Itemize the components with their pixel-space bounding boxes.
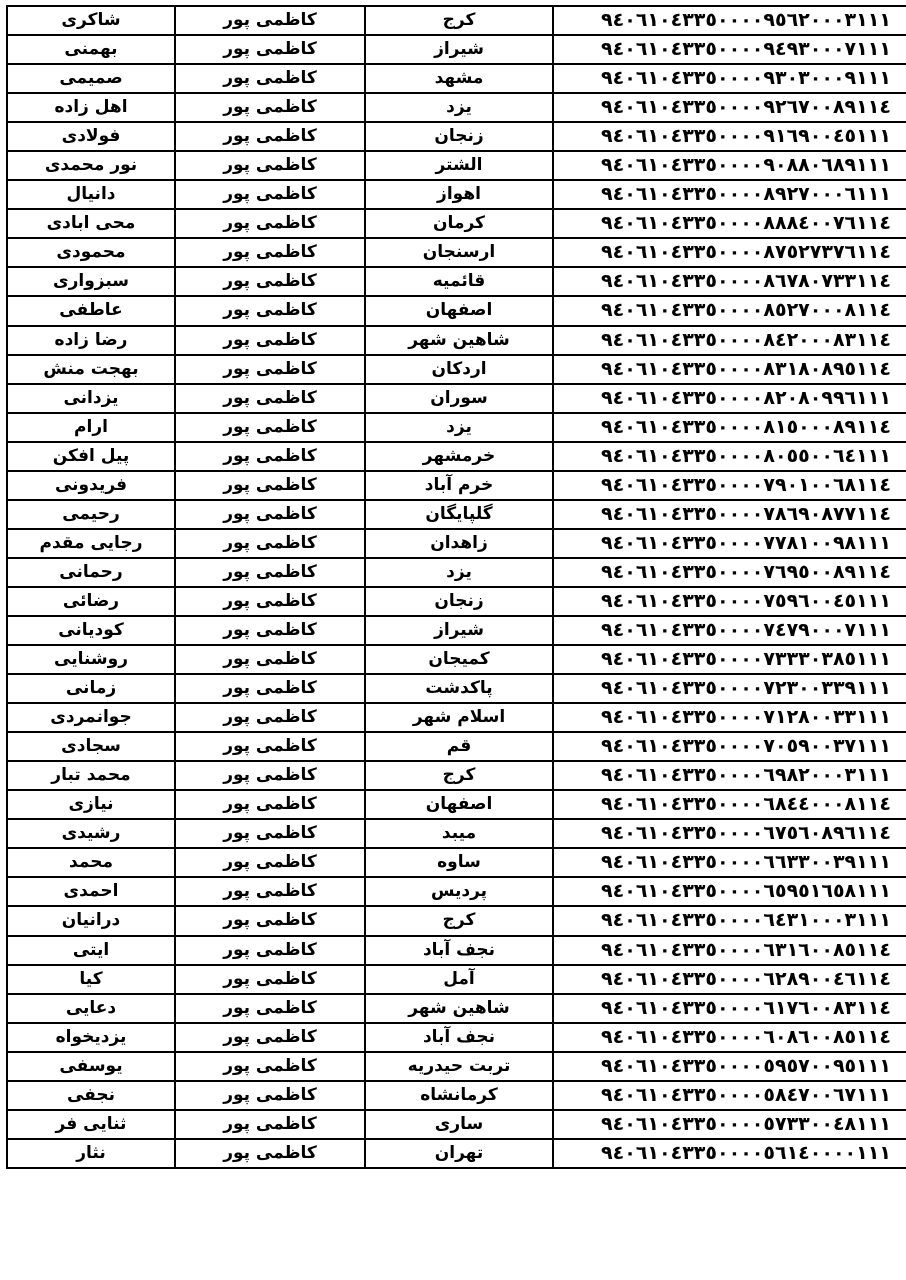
table-row <box>7 500 906 529</box>
agent-name-cell: کاظمی پور <box>175 35 365 64</box>
last-name-cell: یوسفی <box>7 1052 175 1081</box>
tracking-code-cell: ۹٤٠٦١٠٤٣٣٥٠٠٠٠٦٤٣١٠٠٠٣١١١ <box>553 906 906 935</box>
table-row <box>7 1023 906 1052</box>
agent-name-cell: کاظمی پور <box>175 616 365 645</box>
tracking-code-cell: ۹٤٠٦١٠٤٣٣٥٠٠٠٠۹٢٦٧٠٠٨۹١١٤ <box>553 93 906 122</box>
tracking-code-cell: ۹٤٠٦١٠٤٣٣٥٠٠٠٠٨٣١٨٠٨۹٥١١٤ <box>553 355 906 384</box>
table-row <box>7 587 906 616</box>
table-row <box>7 267 906 296</box>
tracking-code-cell: ۹٤٠٦١٠٤٣٣٥٠٠٠٠٦٨٤٤٠٠٠٨١١٤ <box>553 790 906 819</box>
agent-name-cell: کاظمی پور <box>175 471 365 500</box>
city-cell: کرج <box>365 761 553 790</box>
last-name-cell: ایتی <box>7 936 175 965</box>
agent-name-cell: کاظمی پور <box>175 877 365 906</box>
tracking-code-cell: ۹٤٠٦١٠٤٣٣٥٠٠٠٠٨٦٧٨٠٧٣٣١١٤ <box>553 267 906 296</box>
table-row <box>7 1110 906 1139</box>
agent-name-cell: کاظمی پور <box>175 151 365 180</box>
city-cell: خرمشهر <box>365 442 553 471</box>
last-name-cell: یزدیخواه <box>7 1023 175 1052</box>
agent-name-cell: کاظمی پور <box>175 296 365 325</box>
city-cell: سوران <box>365 384 553 413</box>
tracking-code-cell: ۹٤٠٦١٠٤٣٣٥٠٠٠٠٧٠٥۹٠٠٣٧١١١ <box>553 732 906 761</box>
tracking-code-cell: ۹٤٠٦١٠٤٣٣٥٠٠٠٠٥٦١٤٠٠٠٠١١١ <box>553 1139 906 1168</box>
agent-name-cell: کاظمی پور <box>175 122 365 151</box>
agent-name-cell: کاظمی پور <box>175 326 365 355</box>
tracking-code-cell: ۹٤٠٦١٠٤٣٣٥٠٠٠٠۹١٦۹٠٠٤٥١١١ <box>553 122 906 151</box>
city-cell: پاکدشت <box>365 674 553 703</box>
table-row <box>7 209 906 238</box>
last-name-cell: زمانی <box>7 674 175 703</box>
last-name-cell: محمودی <box>7 238 175 267</box>
city-cell: کمیجان <box>365 645 553 674</box>
tracking-code-cell: ۹٤٠٦١٠٤٣٣٥٠٠٠٠٧١٢٨٠٠٣٣١١١ <box>553 703 906 732</box>
city-cell: مشهد <box>365 64 553 93</box>
tracking-code-cell: ۹٤٠٦١٠٤٣٣٥٠٠٠٠۹٣٠٣٠٠٠۹١١١ <box>553 64 906 93</box>
tracking-code-cell: ۹٤٠٦١٠٤٣٣٥٠٠٠٠٦١٧٦٠٠٨٣١١٤ <box>553 994 906 1023</box>
city-cell: کرمانشاه <box>365 1081 553 1110</box>
tracking-code-cell: ۹٤٠٦١٠٤٣٣٥٠٠٠٠٦٧٥٦٠٨۹٦١١٤ <box>553 819 906 848</box>
city-cell: اهواز <box>365 180 553 209</box>
agent-name-cell: کاظمی پور <box>175 93 365 122</box>
table-row <box>7 384 906 413</box>
tracking-code-cell: ۹٤٠٦١٠٤٣٣٥٠٠٠٠٥٧٣٣٠٠٤٨١١١ <box>553 1110 906 1139</box>
tracking-code-cell: ۹٤٠٦١٠٤٣٣٥٠٠٠٠٧٢٣٠٠٣٣۹١١١ <box>553 674 906 703</box>
agent-name-cell: کاظمی پور <box>175 587 365 616</box>
agent-name-cell: کاظمی پور <box>175 384 365 413</box>
table-row <box>7 1052 906 1081</box>
table-row <box>7 93 906 122</box>
city-cell: الشتر <box>365 151 553 180</box>
tracking-code-cell: ۹٤٠٦١٠٤٣٣٥٠٠٠٠٨۹٢٧٠٠٠٦١١١ <box>553 180 906 209</box>
city-cell: یزد <box>365 93 553 122</box>
last-name-cell: فولادی <box>7 122 175 151</box>
last-name-cell: سبزواری <box>7 267 175 296</box>
city-cell: کرج <box>365 6 553 35</box>
last-name-cell: محی ابادی <box>7 209 175 238</box>
last-name-cell: ثنایی فر <box>7 1110 175 1139</box>
city-cell: گلپایگان <box>365 500 553 529</box>
table-row <box>7 64 906 93</box>
table-row <box>7 965 906 994</box>
last-name-cell: پیل افکن <box>7 442 175 471</box>
table-row <box>7 35 906 64</box>
city-cell: زاهدان <box>365 529 553 558</box>
agent-name-cell: کاظمی پور <box>175 558 365 587</box>
last-name-cell: محمد <box>7 848 175 877</box>
city-cell: قم <box>365 732 553 761</box>
tracking-code-cell: ۹٤٠٦١٠٤٣٣٥٠٠٠٠٨٤٢٠٠٠٨٣١١٤ <box>553 326 906 355</box>
table-row <box>7 151 906 180</box>
agent-name-cell: کاظمی پور <box>175 6 365 35</box>
city-cell: آمل <box>365 965 553 994</box>
records-table-body <box>7 6 906 1168</box>
city-cell: شاهین شهر <box>365 994 553 1023</box>
tracking-code-cell: ۹٤٠٦١٠٤٣٣٥٠٠٠٠٦٦٣٣٠٠٣۹١١١ <box>553 848 906 877</box>
agent-name-cell: کاظمی پور <box>175 761 365 790</box>
last-name-cell: رجایی مقدم <box>7 529 175 558</box>
table-row <box>7 645 906 674</box>
city-cell: ساوه <box>365 848 553 877</box>
table-row <box>7 732 906 761</box>
city-cell: شیراز <box>365 35 553 64</box>
last-name-cell: ارام <box>7 413 175 442</box>
last-name-cell: صمیمی <box>7 64 175 93</box>
tracking-code-cell: ۹٤٠٦١٠٤٣٣٥٠٠٠٠٨٠٥٥٠٠٦٤١١١ <box>553 442 906 471</box>
table-row <box>7 761 906 790</box>
city-cell: میبد <box>365 819 553 848</box>
last-name-cell: نیازی <box>7 790 175 819</box>
table-row <box>7 674 906 703</box>
agent-name-cell: کاظمی پور <box>175 209 365 238</box>
table-row <box>7 819 906 848</box>
agent-name-cell: کاظمی پور <box>175 1139 365 1168</box>
table-row <box>7 529 906 558</box>
last-name-cell: نجفی <box>7 1081 175 1110</box>
agent-name-cell: کاظمی پور <box>175 1023 365 1052</box>
table-row <box>7 616 906 645</box>
last-name-cell: کودیانی <box>7 616 175 645</box>
table-row <box>7 238 906 267</box>
tracking-code-cell: ۹٤٠٦١٠٤٣٣٥٠٠٠٠٦٢٨۹٠٠٤٦١١٤ <box>553 965 906 994</box>
tracking-code-cell: ۹٤٠٦١٠٤٣٣٥٠٠٠٠٨٥٢٧٠٠٠٨١١٤ <box>553 296 906 325</box>
city-cell: زنجان <box>365 587 553 616</box>
city-cell: اصفهان <box>365 790 553 819</box>
last-name-cell: نثار <box>7 1139 175 1168</box>
table-row <box>7 296 906 325</box>
last-name-cell: دانیال <box>7 180 175 209</box>
city-cell: تربت حیدریه <box>365 1052 553 1081</box>
last-name-cell: دعایی <box>7 994 175 1023</box>
agent-name-cell: کاظمی پور <box>175 819 365 848</box>
tracking-code-cell: ۹٤٠٦١٠٤٣٣٥٠٠٠٠٦٥۹٥١٦٥٨١١١ <box>553 877 906 906</box>
tracking-code-cell: ۹٤٠٦١٠٤٣٣٥٠٠٠٠٥٨٤٧٠٠٦٧١١١ <box>553 1081 906 1110</box>
last-name-cell: یزدانی <box>7 384 175 413</box>
city-cell: ساری <box>365 1110 553 1139</box>
last-name-cell: شاکری <box>7 6 175 35</box>
table-row <box>7 906 906 935</box>
agent-name-cell: کاظمی پور <box>175 906 365 935</box>
city-cell: خرم آباد <box>365 471 553 500</box>
table-row <box>7 1139 906 1168</box>
table-row <box>7 355 906 384</box>
agent-name-cell: کاظمی پور <box>175 529 365 558</box>
city-cell: تهران <box>365 1139 553 1168</box>
tracking-code-cell: ۹٤٠٦١٠٤٣٣٥٠٠٠٠٧۹٠١٠٠٦٨١١٤ <box>553 471 906 500</box>
table-row <box>7 413 906 442</box>
tracking-code-cell: ۹٤٠٦١٠٤٣٣٥٠٠٠٠٧٣٣٣٠٣٨٥١١١ <box>553 645 906 674</box>
table-row <box>7 326 906 355</box>
table-row <box>7 180 906 209</box>
agent-name-cell: کاظمی پور <box>175 703 365 732</box>
table-row <box>7 122 906 151</box>
last-name-cell: نور محمدی <box>7 151 175 180</box>
agent-name-cell: کاظمی پور <box>175 1052 365 1081</box>
last-name-cell: روشنایی <box>7 645 175 674</box>
table-row <box>7 790 906 819</box>
agent-name-cell: کاظمی پور <box>175 848 365 877</box>
agent-name-cell: کاظمی پور <box>175 732 365 761</box>
last-name-cell: درانیان <box>7 906 175 935</box>
table-row <box>7 442 906 471</box>
city-cell: پردیس <box>365 877 553 906</box>
tracking-code-cell: ۹٤٠٦١٠٤٣٣٥٠٠٠٠٧٨٦۹٠٨٧٧١١٤ <box>553 500 906 529</box>
last-name-cell: احمدی <box>7 877 175 906</box>
tracking-code-cell: ۹٤٠٦١٠٤٣٣٥٠٠٠٠٦۹٨٢٠٠٠٣١١١ <box>553 761 906 790</box>
last-name-cell: رضائی <box>7 587 175 616</box>
table-row <box>7 471 906 500</box>
tracking-code-cell: ۹٤٠٦١٠٤٣٣٥٠٠٠٠٦٣١٦٠٠٨٥١١٤ <box>553 936 906 965</box>
last-name-cell: بهمنی <box>7 35 175 64</box>
city-cell: شیراز <box>365 616 553 645</box>
tracking-code-cell: ۹٤٠٦١٠٤٣٣٥٠٠٠٠٧٤٧۹٠٠٠٧١١١ <box>553 616 906 645</box>
table-row <box>7 877 906 906</box>
agent-name-cell: کاظمی پور <box>175 674 365 703</box>
city-cell: قائمیه <box>365 267 553 296</box>
agent-name-cell: کاظمی پور <box>175 180 365 209</box>
city-cell: زنجان <box>365 122 553 151</box>
city-cell: نجف آباد <box>365 936 553 965</box>
agent-name-cell: کاظمی پور <box>175 500 365 529</box>
agent-name-cell: کاظمی پور <box>175 442 365 471</box>
tracking-code-cell: ۹٤٠٦١٠٤٣٣٥٠٠٠٠٨٧٥٢٧٣٧٦١١٤ <box>553 238 906 267</box>
table-row <box>7 936 906 965</box>
table-row <box>7 703 906 732</box>
last-name-cell: کیا <box>7 965 175 994</box>
agent-name-cell: کاظمی پور <box>175 936 365 965</box>
agent-name-cell: کاظمی پور <box>175 1081 365 1110</box>
city-cell: ارسنجان <box>365 238 553 267</box>
city-cell: شاهین شهر <box>365 326 553 355</box>
tracking-code-cell: ۹٤٠٦١٠٤٣٣٥٠٠٠٠٦٠٨٦٠٠٨٥١١٤ <box>553 1023 906 1052</box>
city-cell: اسلام شهر <box>365 703 553 732</box>
tracking-code-cell: ۹٤٠٦١٠٤٣٣٥٠٠٠٠٨١٥٠٠٠٨۹١١٤ <box>553 413 906 442</box>
agent-name-cell: کاظمی پور <box>175 965 365 994</box>
agent-name-cell: کاظمی پور <box>175 267 365 296</box>
agent-name-cell: کاظمی پور <box>175 994 365 1023</box>
table-row <box>7 558 906 587</box>
agent-name-cell: کاظمی پور <box>175 645 365 674</box>
tracking-code-cell: ۹٤٠٦١٠٤٣٣٥٠٠٠٠٩٤۹٣٠٠٠٧١١١ <box>553 35 906 64</box>
last-name-cell: بهجت منش <box>7 355 175 384</box>
city-cell: نجف آباد <box>365 1023 553 1052</box>
city-cell: یزد <box>365 413 553 442</box>
last-name-cell: فریدونی <box>7 471 175 500</box>
city-cell: اصفهان <box>365 296 553 325</box>
tracking-code-cell: ۹٤٠٦١٠٤٣٣٥٠٠٠٠۹٠٨٨٠٦٨۹١١١ <box>553 151 906 180</box>
records-table <box>6 5 906 1169</box>
city-cell: یزد <box>365 558 553 587</box>
table-row <box>7 6 906 35</box>
tracking-code-cell: ۹٤٠٦١٠٤٣٣٥٠٠٠٠٥۹٥٧٠٠۹٥١١١ <box>553 1052 906 1081</box>
last-name-cell: محمد تبار <box>7 761 175 790</box>
last-name-cell: رحمانی <box>7 558 175 587</box>
city-cell: اردکان <box>365 355 553 384</box>
tracking-code-cell: ۹٤٠٦١٠٤٣٣٥٠٠٠٠٧٦۹٥٠٠٨۹١١٤ <box>553 558 906 587</box>
last-name-cell: جوانمردی <box>7 703 175 732</box>
last-name-cell: رحیمی <box>7 500 175 529</box>
tracking-code-cell: ۹٤٠٦١٠٤٣٣٥٠٠٠٠٧٧٨١٠٠۹٨١١١ <box>553 529 906 558</box>
tracking-code-cell: ۹٤٠٦١٠٤٣٣٥٠٠٠٠٨٢٠٨٠۹۹٦١١١ <box>553 384 906 413</box>
table-row <box>7 1081 906 1110</box>
table-row <box>7 994 906 1023</box>
last-name-cell: رشیدی <box>7 819 175 848</box>
agent-name-cell: کاظمی پور <box>175 790 365 819</box>
tracking-code-cell: ۹٤٠٦١٠٤٣٣٥٠٠٠٠٨٨٨٤٠٠٧٦١١٤ <box>553 209 906 238</box>
agent-name-cell: کاظمی پور <box>175 355 365 384</box>
city-cell: کرج <box>365 906 553 935</box>
last-name-cell: عاطفی <box>7 296 175 325</box>
agent-name-cell: کاظمی پور <box>175 1110 365 1139</box>
agent-name-cell: کاظمی پور <box>175 413 365 442</box>
last-name-cell: اهل زاده <box>7 93 175 122</box>
last-name-cell: رضا زاده <box>7 326 175 355</box>
table-row <box>7 848 906 877</box>
tracking-code-cell: ۹٤٠٦١٠٤٣٣٥٠٠٠٠٩٥٦٢٠٠٠٣١١١ <box>553 6 906 35</box>
last-name-cell: سجادی <box>7 732 175 761</box>
agent-name-cell: کاظمی پور <box>175 238 365 267</box>
tracking-code-cell: ۹٤٠٦١٠٤٣٣٥٠٠٠٠٧٥۹٦٠٠٤٥١١١ <box>553 587 906 616</box>
city-cell: کرمان <box>365 209 553 238</box>
agent-name-cell: کاظمی پور <box>175 64 365 93</box>
